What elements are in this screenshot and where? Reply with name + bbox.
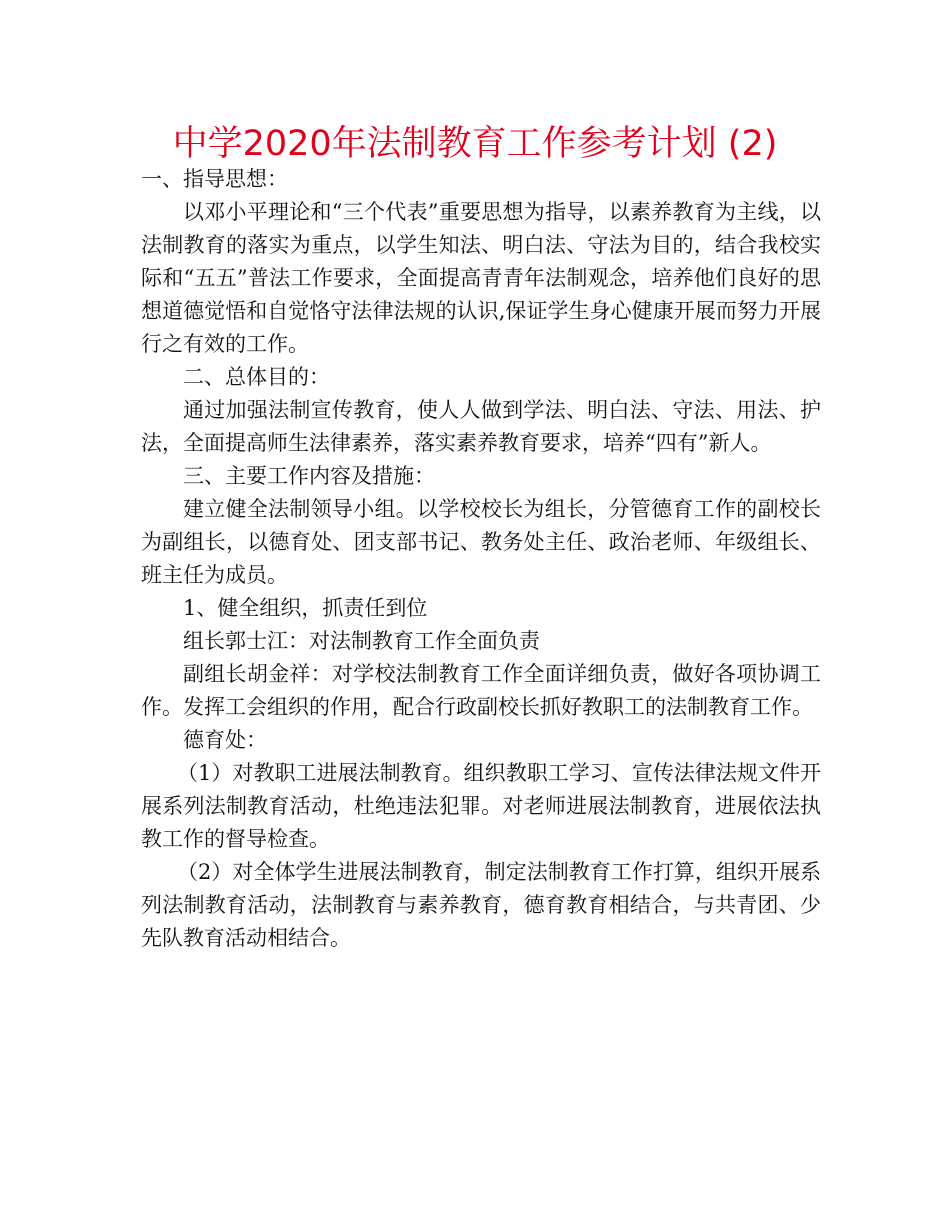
paragraph-leadership-group: 建立健全法制领导小组。以学校校长为组长，分管德育工作的副校长为副组长，以德育处、团支部书记、教务处主任、政治老师、年级组长、班主任为成员。 (141, 497, 821, 587)
section-heading-guiding-ideology: 一、指导思想： (141, 167, 288, 191)
section-heading-main-work: 三、主要工作内容及措施： (183, 464, 435, 488)
item-staff-legal-education: （1）对教职工进展法制教育。组织教职工学习、宣传法律法规文件开展系列法制教育活动，杜绝违法犯罪。对老师进展法制教育，进展依法执教工作的督导检查。 (141, 761, 821, 851)
item-group-leader: 组长郭士江：对法制教育工作全面负责 (183, 629, 540, 653)
paragraph-overall-goal: 通过加强法制宣传教育，使人人做到学法、明白法、守法、用法、护法，全面提高师生法律素养，落实素养教育要求，培养“四有”新人。 (141, 398, 821, 455)
item-deputy-leader: 副组长胡金祥：对学校法制教育工作全面详细负责，做好各项协调工作。发挥工会组织的作用，配合行政副校长抓好教职工的法制教育工作。 (141, 662, 821, 719)
document-body (141, 163, 821, 955)
document-title: 中学2020年法制教育工作参考计划 (2) (172, 124, 778, 164)
item-organization: 1、健全组织，抓责任到位 (183, 596, 428, 620)
item-student-legal-education: （2）对全体学生进展法制教育，制定法制教育工作打算，组织开展系列法制教育活动，法制教育与素养教育，德育教育相结合，与共青团、少先队教育活动相结合。 (141, 860, 821, 950)
paragraph-guiding-ideology: 以邓小平理论和“三个代表”重要思想为指导，以素养教育为主线，以法制教育的落实为重点，以学生知法、明白法、守法为目的，结合我校实际和“五五”普法工作要求，全面提高青青年法制观念，培养他们良好的思想道德觉悟和自觉恪守法律法规的认识,保证学生身心健康开展而努力开展行之有效的工作。 (141, 200, 821, 356)
item-moral-education-office: 德育处： (183, 728, 267, 752)
section-heading-overall-goal: 二、总体目的： (183, 365, 330, 389)
